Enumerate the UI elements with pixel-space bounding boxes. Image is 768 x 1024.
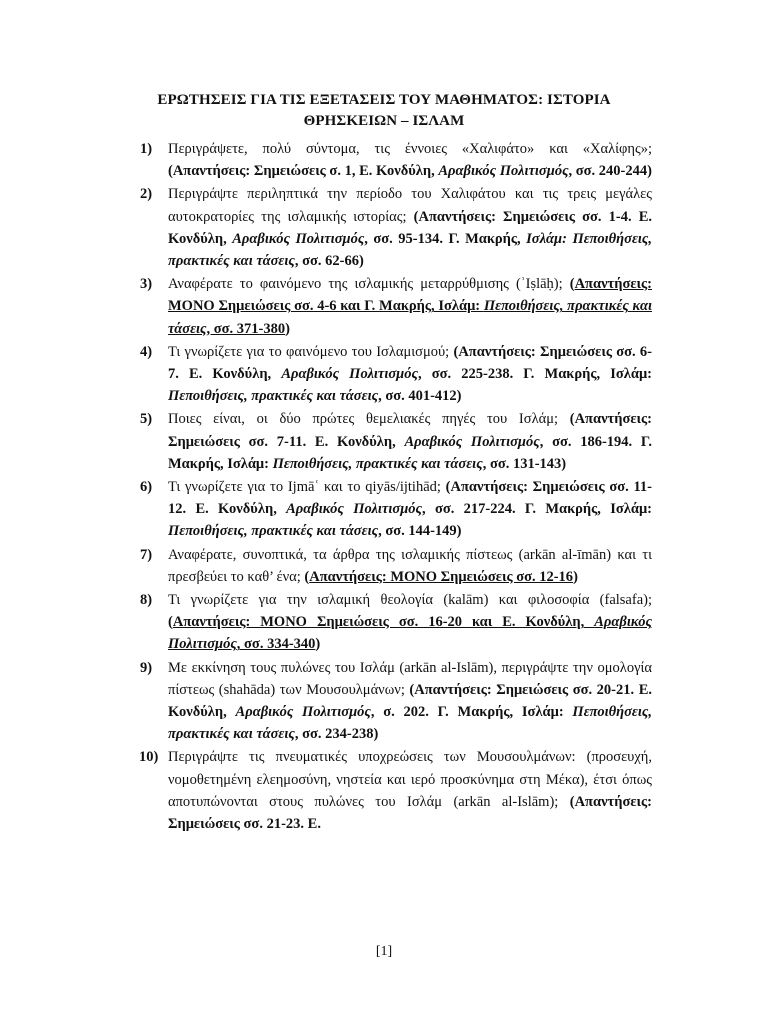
answer-reference: , σ. 202. Γ. Μακρής, Ισλάμ: bbox=[370, 704, 573, 721]
question-text: Τι γνωρίζετε για το Ijmāʿ και το qiyās/ijtihād; bbox=[168, 479, 446, 496]
question-number: 1) bbox=[140, 141, 153, 157]
answer-reference: (Απαντήσεις: Σημειώσεις σσ. 21-23. Ε. bbox=[168, 793, 652, 833]
answer-reference: Αραβικός Πολιτισμός bbox=[235, 704, 371, 721]
question-text: Περιγράψετε, πολύ σύντομα, τις έννοιες «Χαλιφάτο» και «Χαλίφης»; bbox=[168, 141, 652, 157]
question-number: 3) bbox=[140, 276, 153, 293]
answer-reference: , σσ. 95-134. Γ. Μακρής, bbox=[364, 230, 527, 247]
answer-reference: Πεποιθήσεις, πρακτικές και τάσεις bbox=[168, 388, 379, 405]
answer-reference: ( bbox=[168, 614, 173, 631]
question-text: Τι γνωρίζετε για την ισλαμική θεολογία (kalām) και φιλοσοφία (falsafa); bbox=[168, 592, 652, 609]
answer-reference: Ισλάμ: Πεποιθήσεις, πρακτικές και τάσεις bbox=[168, 230, 653, 270]
answer-reference: , σσ. 371-380 bbox=[206, 320, 286, 337]
title-line-1: ΕΡΩΤΗΣΕΙΣ ΓΙΑ ΤΙΣ ΕΞΕΤΑΣΕΙΣ ΤΟΥ ΜΑΘΗΜΑΤΟΣ: ΙΣΤΟΡΙΑ bbox=[157, 92, 611, 108]
answer-reference: , σσ. 186-194. Γ. Μακρής, Ισλάμ: bbox=[168, 433, 652, 472]
answer-reference: , σσ. 131-143) bbox=[482, 455, 567, 472]
question-text: Αναφέρατε, συνοπτικά, τα άρθρα της ισλαμικής πίστεως (arkān al-īmān) και τι πρεσβεύει το καθ’ ένα; bbox=[168, 546, 652, 585]
answer-reference: Πεποιθήσεις, πρακτικές και τάσεις bbox=[168, 704, 653, 743]
answer-reference: Αραβικός Πολιτισμός bbox=[168, 614, 652, 653]
question-number: 4) bbox=[140, 343, 153, 360]
question-item bbox=[120, 589, 652, 656]
question-text: Περιγράψτε τις πνευματικές υποχρεώσεις των Μουσουλμάνων: (προσευχή, νομοθετημένη ελεημοσύνη, νηστεία και ιερό προσκύνημα στη Μέκα), έτσι όπως αποτυπώνονται στους πυλώνες του Ισλάμ (arkān al-Islām); bbox=[168, 749, 652, 810]
answer-reference: ) bbox=[315, 636, 321, 653]
question-number: 5) bbox=[140, 411, 153, 428]
question-number: 10) bbox=[139, 749, 159, 766]
answer-reference: , σσ. 217-224. Γ. Μακρής, Ισλάμ: bbox=[422, 501, 653, 518]
question-text: Τι γνωρίζετε για το φαινόμενο του Ισλαμισμού; bbox=[168, 343, 454, 360]
answer-reference: Αραβικός Πολιτισμός bbox=[281, 366, 418, 383]
answer-reference: Πεποιθήσεις, πρακτικές και τάσεις bbox=[168, 523, 379, 540]
answer-reference: (Απαντήσεις: Σημειώσεις σ. 1, Ε. Κονδύλη, bbox=[168, 163, 439, 180]
question-number: 6) bbox=[140, 479, 153, 496]
answer-reference: Απαντήσεις: ΜΟΝΟ Σημειώσεις σσ. 12-16 bbox=[309, 568, 574, 585]
page-number: [1] bbox=[375, 944, 393, 959]
question-item bbox=[120, 408, 652, 475]
answer-reference: , σσ. 240-244) bbox=[568, 163, 652, 180]
question-text: Ποιες είναι, οι δύο πρώτες θεμελιακές πηγές του Ισλάμ; bbox=[168, 411, 570, 428]
question-number: 7) bbox=[140, 546, 153, 563]
answer-reference: Απαντήσεις: ΜΟΝΟ Σημειώσεις σσ. 16-20 και Ε. Κονδύλη, bbox=[172, 614, 595, 631]
question-number: 2) bbox=[140, 186, 153, 203]
answer-reference: ( bbox=[304, 568, 310, 585]
answer-reference: (Απαντήσεις: Σημειώσεις σσ. 20-21. Ε. Κονδύλη, bbox=[168, 681, 652, 721]
answer-reference: , σσ. 334-340 bbox=[236, 636, 316, 653]
answer-reference: ( bbox=[569, 276, 575, 293]
answer-reference: (Απαντήσεις: Σημειώσεις σσ. 1-4. Ε. Κονδύλη, bbox=[168, 208, 652, 247]
answer-reference: Αραβικός Πολιτισμός bbox=[232, 230, 365, 247]
question-item bbox=[120, 273, 652, 340]
question-item bbox=[120, 544, 652, 588]
question-text: Αναφέρατε το φαινόμενο της ισλαμικής μεταρρύθμισης (ʾIṣlāḥ); bbox=[168, 276, 570, 293]
answer-reference: ) bbox=[573, 568, 578, 585]
answer-reference: , σσ. 225-238. Γ. Μακρής, Ισλάμ: bbox=[417, 366, 653, 383]
answer-reference: , σσ. 401-412) bbox=[378, 388, 462, 405]
question-text: Με εκκίνηση τους πυλώνες του Ισλάμ (arkān al-Islām), περιγράψτε την ομολογία πίστεως (shahāda) των Μουσουλμάνων; bbox=[168, 659, 652, 698]
answer-reference: Πεποιθήσεις, πρακτικές και τάσεις bbox=[272, 455, 483, 472]
answer-reference: (Απαντήσεις: Σημειώσεις σσ. 11-12. Ε. Κονδύλη, bbox=[168, 479, 652, 518]
answer-reference: ) bbox=[285, 320, 290, 337]
answer-reference: Πεποιθήσεις, πρακτικές και τάσεις bbox=[168, 298, 652, 337]
answer-reference: Αραβικός Πολιτισμός bbox=[404, 433, 540, 450]
question-text: Περιγράψτε περιληπτικά την περίοδο του Χαλιφάτου και τις τρεις μεγάλες αυτοκρατορίες της ισλαμικής ιστορίας; bbox=[168, 186, 652, 225]
answer-reference: , σσ. 234-238) bbox=[294, 726, 379, 743]
question-item bbox=[120, 476, 652, 543]
answer-reference: , σσ. 62-66) bbox=[294, 253, 364, 270]
answer-reference: Αραβικός Πολιτισμός bbox=[286, 501, 422, 518]
question-item bbox=[120, 138, 652, 182]
question-list bbox=[120, 138, 652, 836]
answer-reference: (Απαντήσεις: Σημειώσεις σσ. 7-11. Ε. Κονδύλη, bbox=[168, 411, 652, 450]
question-number: 9) bbox=[140, 659, 153, 676]
question-item bbox=[120, 183, 652, 272]
question-item bbox=[120, 657, 652, 746]
answer-reference: , σσ. 144-149) bbox=[378, 523, 462, 540]
document-title bbox=[100, 90, 668, 132]
answer-reference: (Απαντήσεις: Σημειώσεις σσ. 6-7. Ε. Κονδύλη, bbox=[168, 343, 652, 383]
title-line-2: ΘΡΗΣΚΕΙΩΝ – ΙΣΛΑΜ bbox=[303, 113, 465, 129]
answer-reference: Αραβικός Πολιτισμός bbox=[438, 163, 569, 180]
question-item bbox=[120, 746, 652, 835]
question-number: 8) bbox=[140, 592, 153, 609]
question-item bbox=[120, 341, 652, 408]
answer-reference: Απαντήσεις: ΜΟΝΟ Σημειώσεις σσ. 4-6 και Γ. Μακρής, Ισλάμ: bbox=[168, 276, 652, 315]
